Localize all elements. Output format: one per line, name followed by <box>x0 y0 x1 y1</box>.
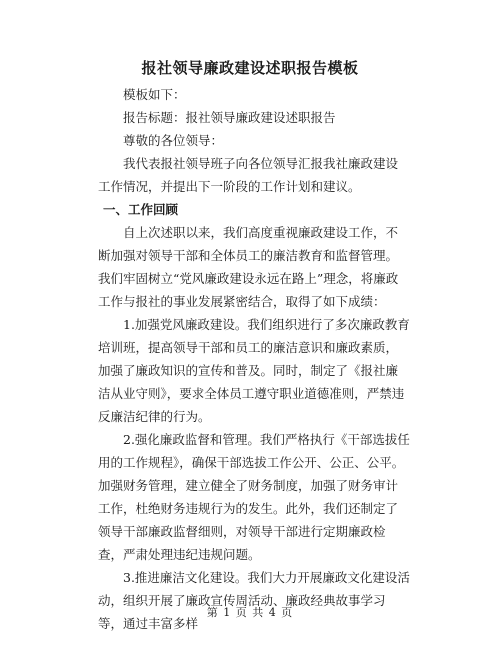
page-number-footer: 第 1 页 共 4 页 <box>206 606 294 619</box>
paragraph-salutation: 尊敬的各位领导： <box>123 133 224 148</box>
paragraph-item-3: 3.推进廉洁文化建设。我们大力开展廉政文化建设活动，组织开展了廉政宣传周活动、廉政经典故事学习等，通过丰富多样 <box>98 570 410 631</box>
paragraph-item-1: 1.加强党风廉政建设。我们组织进行了多次廉政教育培训班，提高领导干部和员工的廉洁意识和廉政素质，加强了廉政知识的宣传和普及。同时，制定了《报社廉洁从业守则》，要求全体员工遵守职业道德准则，严禁违反廉洁纪律的行为。 <box>98 317 410 424</box>
paragraph-opening: 我代表报社领导班子向各位领导汇报我社廉政建设工作情况，并提出下一阶段的工作计划和建议。 <box>98 156 399 194</box>
section-heading-review: 一、工作回顾 <box>103 202 179 217</box>
paragraph-item-2: 2.强化廉政监督和管理。我们严格执行《干部选拔任用的工作规程》，确保干部选拔工作公开、公正、公平。加强财务管理，建立健全了财务制度，加强了财务审计工作，杜绝财务违规行为的发生。此外，我们还制定了领导干部廉政监督细则，对领导干部进行定期廉政检查，严肃处理违纪违规问题。 <box>98 432 410 562</box>
document-body <box>98 83 410 635</box>
paragraph-template-intro: 模板如下： <box>123 87 186 102</box>
paragraph-review-intro: 自上次述职以来，我们高度重视廉政建设工作，不断加强对领导干部和全体员工的廉洁教育和监督管理。我们牢固树立“党风廉政建设永远在路上”理念，将廉政工作与报社的事业发展紧密结合，取得了如下成绩： <box>98 225 399 309</box>
document-title: 报社领导廉政建设述职报告模板 <box>141 59 359 77</box>
paragraph-report-title: 报告标题：报社领导廉政建设述职报告 <box>123 110 336 125</box>
